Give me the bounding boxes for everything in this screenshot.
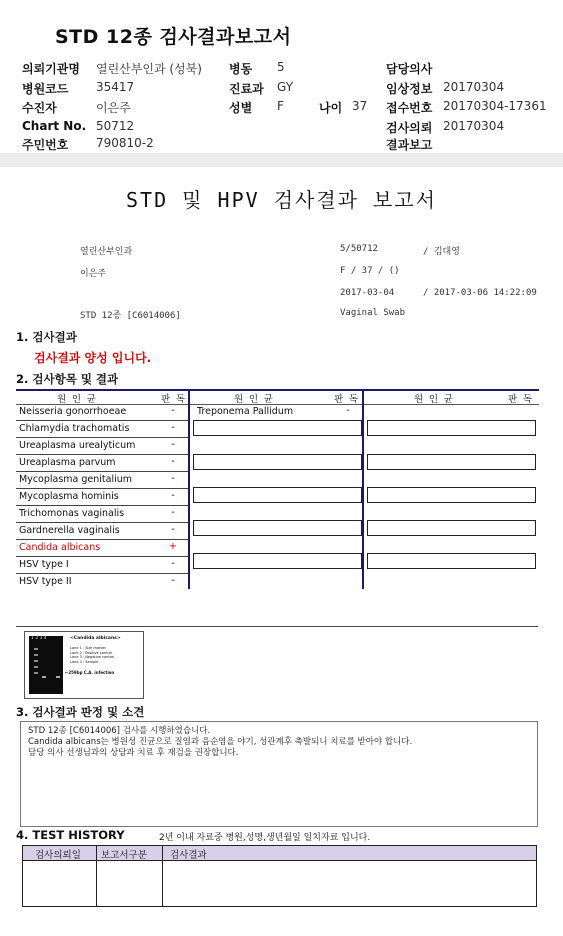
row-divider xyxy=(16,420,188,421)
history-column-divider xyxy=(162,846,163,906)
col1-header-judge: 판 독 xyxy=(161,394,186,405)
item-name-positive: Candida albicans xyxy=(19,542,101,553)
hospital-code-label: 병원코드 xyxy=(22,82,69,96)
patient-label: 수진자 xyxy=(22,101,57,115)
empty-result-box xyxy=(193,420,362,436)
col2-header-name: 원 인 균 xyxy=(234,394,273,405)
empty-result-box xyxy=(367,454,536,470)
band xyxy=(42,676,46,678)
col3-header-judge: 판 독 xyxy=(508,394,533,405)
ward-label: 병동 xyxy=(229,62,253,76)
row-divider xyxy=(16,556,188,557)
item-name: Mycoplasma hominis xyxy=(19,491,119,502)
item-name: Treponema Pallidum xyxy=(197,406,294,417)
item-name: Chlamydia trachomatis xyxy=(19,423,130,434)
item-result: - xyxy=(171,507,175,518)
gel-legend-line: Lane 3 : Negative control xyxy=(70,655,115,659)
item-name: Neisseria gonorrhoeae xyxy=(19,406,127,417)
clinical-label: 임상정보 xyxy=(386,82,433,96)
row-divider xyxy=(16,522,188,523)
history-note: 2년 이내 자료중 병원,성명,생년월일 일치자료 입니다. xyxy=(159,833,371,843)
receipt-value: 20170304-17361 xyxy=(443,99,547,113)
result-table-header xyxy=(16,389,539,405)
divider-band xyxy=(0,153,563,167)
hospital-code-value: 35417 xyxy=(96,80,135,94)
receipt-label: 접수번호 xyxy=(386,101,433,115)
receipt-date: 2017-03-04 xyxy=(340,288,395,298)
row-divider xyxy=(16,539,188,540)
empty-result-box xyxy=(193,520,362,536)
row-divider xyxy=(16,488,188,489)
gel-legend-line: Lane 2 : Positive control xyxy=(70,650,112,655)
item-name: Ureaplasma urealyticum xyxy=(19,440,136,451)
sex-age: F / 37 / () xyxy=(340,266,400,276)
column-separator-1 xyxy=(188,389,190,589)
band xyxy=(34,672,38,674)
row-divider xyxy=(16,573,188,574)
test-history-table xyxy=(22,845,537,907)
result-report-label: 결과보고 xyxy=(386,138,433,152)
patient-name: 이은주 xyxy=(80,269,107,279)
history-header-result: 검사결과 xyxy=(170,850,207,861)
gel-lanes xyxy=(29,636,63,694)
empty-result-box xyxy=(367,487,536,503)
item-name: Ureaplasma parvum xyxy=(19,457,116,468)
comment-line: STD 12종 [C6014006] 검사를 시행하였습니다. xyxy=(28,726,211,736)
age-label: 나이 xyxy=(319,101,343,115)
item-name: Gardnerella vaginalis xyxy=(19,525,120,536)
divider-line xyxy=(16,626,538,627)
item-name: HSV type II xyxy=(19,576,72,587)
row-divider xyxy=(16,505,188,506)
gel-legend-line: Lane 4 : Sample xyxy=(70,659,99,664)
empty-result-box xyxy=(193,454,362,470)
band xyxy=(34,648,38,650)
gel-electrophoresis-image xyxy=(24,631,144,699)
test-request-value: 20170304 xyxy=(443,119,505,133)
item-name: HSV type I xyxy=(19,559,69,570)
band xyxy=(56,676,60,678)
report-date: / 2017-03-06 14:22:09 xyxy=(423,288,537,298)
gel-legend-line: Lane 1 : Size marker xyxy=(70,646,106,650)
item-result: - xyxy=(171,422,175,433)
item-result: - xyxy=(171,575,175,586)
row-divider xyxy=(16,471,188,472)
test-name: STD 12종 [C6014006] xyxy=(80,311,181,321)
doctor-label: 담당의사 xyxy=(386,62,433,76)
band xyxy=(34,660,38,662)
chart-no-value: 50712 xyxy=(96,119,135,133)
item-result: - xyxy=(171,405,175,416)
chart-no-label: Chart No. xyxy=(22,119,87,133)
gel-title: <Candida albicans> xyxy=(70,636,121,641)
item-name: Trichomonas vaginalis xyxy=(19,508,125,519)
row-divider xyxy=(16,437,188,438)
band xyxy=(34,666,38,668)
item-result: - xyxy=(346,405,350,416)
result-summary: 검사결과 양성 입니다. xyxy=(34,351,152,365)
sex-label: 성별 xyxy=(229,101,253,115)
item-result: - xyxy=(171,558,175,569)
item-result: - xyxy=(171,456,175,467)
dept-value: GY xyxy=(277,80,294,94)
requester-label: 의뢰기관명 xyxy=(22,62,80,76)
resident-no-label: 주민번호 xyxy=(22,138,69,152)
patient-value: 이은주 xyxy=(96,101,131,115)
item-name: Mycoplasma genitalium xyxy=(19,474,133,485)
clinical-value: 20170304 xyxy=(443,80,505,94)
section-4-title: 4. TEST HISTORY xyxy=(16,828,125,842)
col2-header-judge: 판 독 xyxy=(334,394,359,405)
comment-line: Candida albicans는 병원성 진균으로 질염과 음순염을 야기, 성관계후 축발되니 치료를 받아야 합니다. xyxy=(28,737,413,747)
age-value: 37 xyxy=(352,99,368,113)
comment-box xyxy=(20,721,538,827)
col3-header-name: 원 인 균 xyxy=(414,394,453,405)
gel-legend xyxy=(70,646,114,664)
band xyxy=(34,654,38,656)
item-result: - xyxy=(171,473,175,484)
empty-result-box xyxy=(367,520,536,536)
requester-value: 열린산부인과 (성북) xyxy=(96,62,202,76)
row-divider xyxy=(16,454,188,455)
empty-result-box xyxy=(193,487,362,503)
section-3-title: 3. 검사결과 판정 및 소견 xyxy=(16,705,145,719)
empty-result-box xyxy=(367,553,536,569)
lane-numbers: 1 2 3 4 xyxy=(31,636,47,641)
test-request-label: 검사의뢰 xyxy=(386,121,433,135)
ward-value: 5 xyxy=(277,60,285,74)
gel-band-label: ←259bp C.A. infection xyxy=(65,670,115,675)
resident-no-value: 790810-2 xyxy=(96,136,154,150)
report-title: STD 및 HPV 검사결과 보고서 xyxy=(126,188,437,212)
doctor-name: / 김대영 xyxy=(423,247,460,257)
clinic-name: 열린산부인과 xyxy=(80,247,133,257)
empty-result-box xyxy=(193,553,362,569)
specimen: Vaginal Swab xyxy=(340,308,406,318)
comment-line: 담당 의사 선생님과의 상담과 치료 후 재검을 권장합니다. xyxy=(28,748,239,758)
report-header-title: STD 12종 검사결과보고서 xyxy=(55,26,292,48)
chart-number: 5/50712 xyxy=(340,244,378,254)
section-2-title: 2. 검사항목 및 결과 xyxy=(16,372,119,386)
section-1-title: 1. 검사결과 xyxy=(16,330,77,344)
history-table-header xyxy=(23,846,536,861)
sex-value: F xyxy=(277,99,284,113)
history-header-type: 보고서구분 xyxy=(101,850,147,861)
item-result: - xyxy=(171,524,175,535)
col1-header-name: 원 인 균 xyxy=(57,394,96,405)
empty-result-box xyxy=(367,420,536,436)
item-result-positive: + xyxy=(168,541,178,552)
history-header-date: 검사의뢰일 xyxy=(35,850,81,861)
history-column-divider xyxy=(96,846,97,906)
dept-label: 진료과 xyxy=(229,82,264,96)
item-result: - xyxy=(171,439,175,450)
item-result: - xyxy=(171,490,175,501)
column-separator-2 xyxy=(362,389,364,589)
